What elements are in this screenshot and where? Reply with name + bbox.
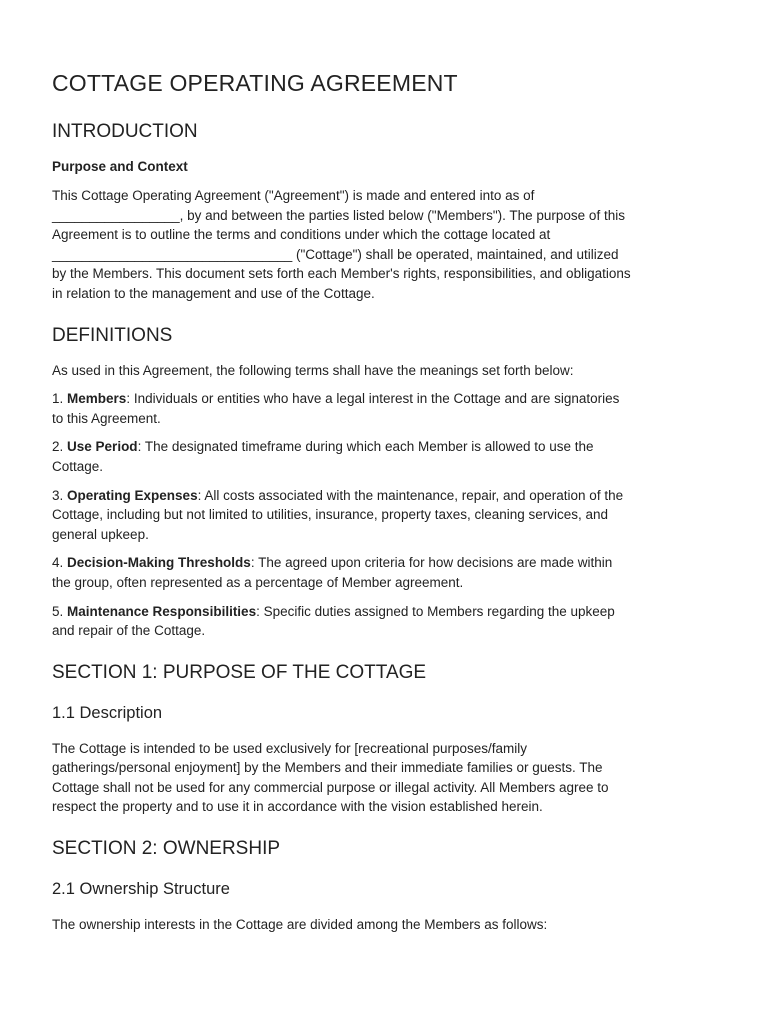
definition-text: general upkeep.	[52, 526, 149, 542]
section-1-line: The Cottage is intended to be used exclusively for [recreational purposes/family	[52, 740, 528, 756]
definition-text: the group, often represented as a percentage of Member agreement.	[52, 574, 464, 590]
definition-term: Operating Expenses	[67, 487, 198, 503]
definition-text: : Individuals or entities who have a legal interest in the Cottage and are signatories	[126, 391, 620, 407]
section-2-paragraph: The ownership interests in the Cottage are divided among the Members as follows:	[52, 917, 548, 933]
purpose-context-subheading: Purpose and Context	[52, 159, 188, 174]
definition-text: Cottage, including but not limited to utilities, insurance, property taxes, cleaning services, and	[52, 507, 609, 523]
definition-text: to this Agreement.	[52, 410, 161, 426]
intro-line: Agreement is to outline the terms and conditions under which the cottage located at	[52, 227, 551, 243]
definition-text: and repair of the Cottage.	[52, 623, 206, 639]
definition-text: : Specific duties assigned to Members regarding the upkeep	[256, 603, 615, 619]
intro-line: This Cottage Operating Agreement ("Agreement") is made and entered into as of	[52, 188, 535, 203]
section-1-line: Cottage shall not be used for any commercial purpose or illegal activity. All Members agree to	[52, 779, 609, 795]
definition-item-members	[52, 389, 730, 428]
definition-item-use-period	[52, 437, 730, 476]
section-2-heading: SECTION 2: OWNERSHIP	[52, 838, 281, 860]
definition-number: 2.	[52, 439, 64, 455]
intro-line: _________________, by and between the parties listed below ("Members"). The purpose of this	[52, 207, 625, 223]
intro-line: in relation to the management and use of the Cottage.	[52, 285, 375, 301]
section-1-line: respect the property and to use it in accordance with the vision established herein.	[52, 799, 543, 815]
definition-term: Members	[67, 391, 127, 407]
definition-number: 5.	[52, 603, 64, 619]
definition-item-decision-thresholds	[52, 553, 730, 592]
definition-term: Maintenance Responsibilities	[67, 603, 257, 619]
definitions-heading: DEFINITIONS	[52, 324, 173, 346]
definitions-intro: As used in this Agreement, the following terms shall have the meanings set forth below:	[52, 362, 574, 378]
section-1-heading: SECTION 1: PURPOSE OF THE COTTAGE	[52, 661, 427, 683]
intro-line: by the Members. This document sets forth each Member's rights, responsibilities, and obligations	[52, 266, 631, 282]
section-1-paragraph	[52, 739, 730, 817]
definition-item-maintenance	[52, 602, 730, 641]
introduction-paragraph	[52, 186, 730, 304]
definition-number: 3.	[52, 487, 64, 503]
definition-number: 1.	[52, 391, 64, 407]
definition-text: : The agreed upon criteria for how decisions are made within	[250, 555, 613, 571]
definition-item-operating-expenses	[52, 486, 730, 545]
introduction-heading: INTRODUCTION	[52, 121, 198, 142]
definition-text: : All costs associated with the maintenance, repair, and operation of the	[197, 487, 624, 503]
definition-term: Use Period	[67, 439, 138, 455]
intro-line: ________________________________ ("Cottage") shall be operated, maintained, and utilized	[52, 246, 619, 262]
definition-number: 4.	[52, 555, 64, 571]
section-1-line: gatherings/personal enjoyment] by the Members and their immediate families or guests. The	[52, 760, 603, 776]
definition-text: Cottage.	[52, 458, 104, 474]
definition-text: : The designated timeframe during which each Member is allowed to use the	[137, 439, 594, 455]
definition-term: Decision-Making Thresholds	[67, 555, 251, 571]
document-title: COTTAGE OPERATING AGREEMENT	[52, 70, 458, 96]
section-2-1-subheading: 2.1 Ownership Structure	[52, 880, 230, 899]
section-1-1-subheading: 1.1 Description	[52, 703, 163, 722]
